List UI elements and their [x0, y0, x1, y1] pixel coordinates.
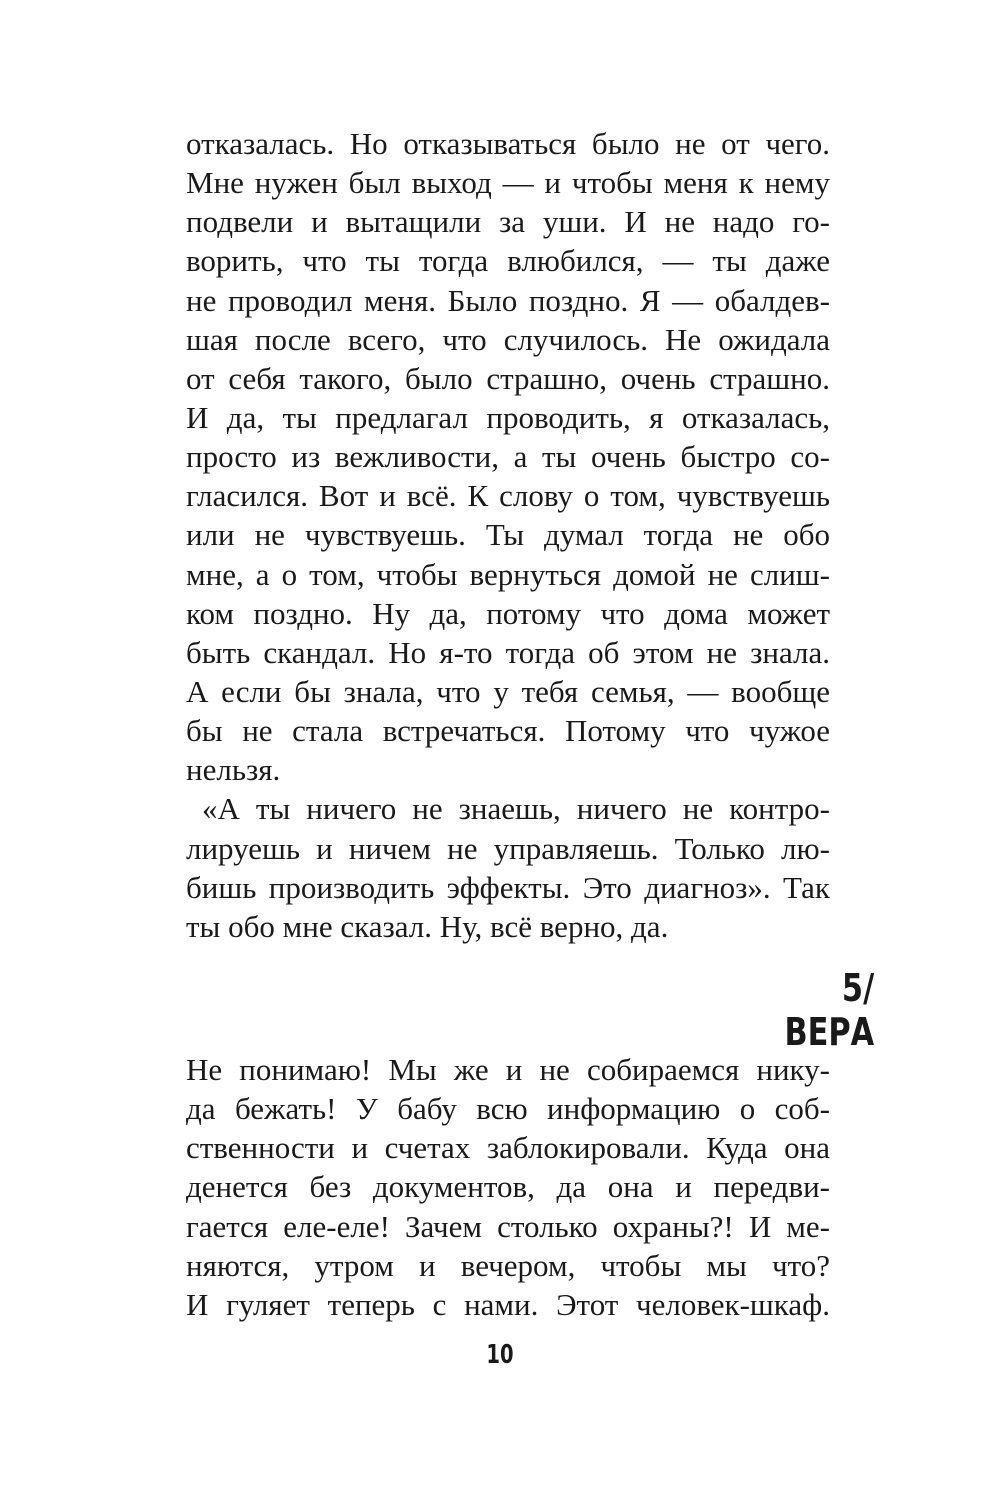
- text-line: просто из вежливости, а ты очень быстро со-: [186, 439, 830, 475]
- text-line: подвели и вытащили за уши. И не надо го-: [186, 204, 830, 240]
- text-line: нельзя.: [186, 752, 281, 788]
- text-line: шая после всего, что случилось. Не ожидала: [186, 321, 830, 357]
- text-line: да бежать! У бабу всю информацию о соб-: [186, 1091, 830, 1127]
- text-line: «А ты ничего не знаешь, ничего не контро-: [202, 791, 830, 827]
- text-line: И гуляет теперь с нами. Этот человек-шкаф.: [186, 1286, 830, 1322]
- text-line: мне, а о том, чтобы вернуться домой не слиш-: [186, 556, 830, 592]
- text-line: гается еле-еле! Зачем столько охраны?! И ме-: [186, 1208, 830, 1244]
- text-line: или не чувствуешь. Ты думал тогда не обо: [186, 517, 830, 553]
- text-line: И да, ты предлагал проводить, я отказалась,: [186, 399, 830, 435]
- text-line: отказалась. Но отказываться было не от чего.: [186, 126, 830, 161]
- text-line: гласился. Вот и всё. К слову о том, чувствуешь: [186, 478, 830, 514]
- text-line: лируешь и ничем не управляешь. Только лю-: [186, 830, 830, 866]
- page-number: 10: [486, 1340, 514, 1370]
- text-line: бы не стала встречаться. Потому что чужое: [186, 713, 830, 749]
- body-text-bottom: [186, 1050, 830, 1324]
- text-line: Мне нужен был выход — и чтобы меня к нему: [186, 165, 830, 201]
- text-line: ворить, что ты тогда влюбился, — ты даже: [186, 243, 830, 279]
- text-line: Не понимаю! Мы же и не собираемся нику-: [186, 1052, 830, 1087]
- text-line: бишь производить эффекты. Это диагноз». Так: [186, 869, 830, 905]
- text-line: не проводил меня. Было поздно. Я — обалдев-: [186, 282, 830, 318]
- body-text-top: [186, 124, 830, 946]
- text-line: няются, утром и вечером, чтобы мы что?: [186, 1247, 830, 1283]
- text-line: А если бы знала, что у тебя семья, — вообще: [186, 673, 830, 709]
- text-line: от себя такого, было страшно, очень страшно.: [186, 360, 830, 396]
- text-line: быть скандал. Но я-то тогда об этом не знала.: [186, 634, 830, 670]
- text-line: ты обо мне сказал. Ну, всё верно, да.: [186, 908, 669, 944]
- chapter-heading: [784, 966, 874, 1054]
- text-line: денется без документов, да она и передви-: [186, 1169, 830, 1205]
- chapter-number: 5/: [841, 966, 874, 1010]
- text-line: ком поздно. Ну да, потому что дома может: [186, 595, 830, 631]
- chapter-title: ВЕРА: [784, 1010, 874, 1054]
- text-line: ственности и счетах заблокировали. Куда она: [186, 1130, 830, 1166]
